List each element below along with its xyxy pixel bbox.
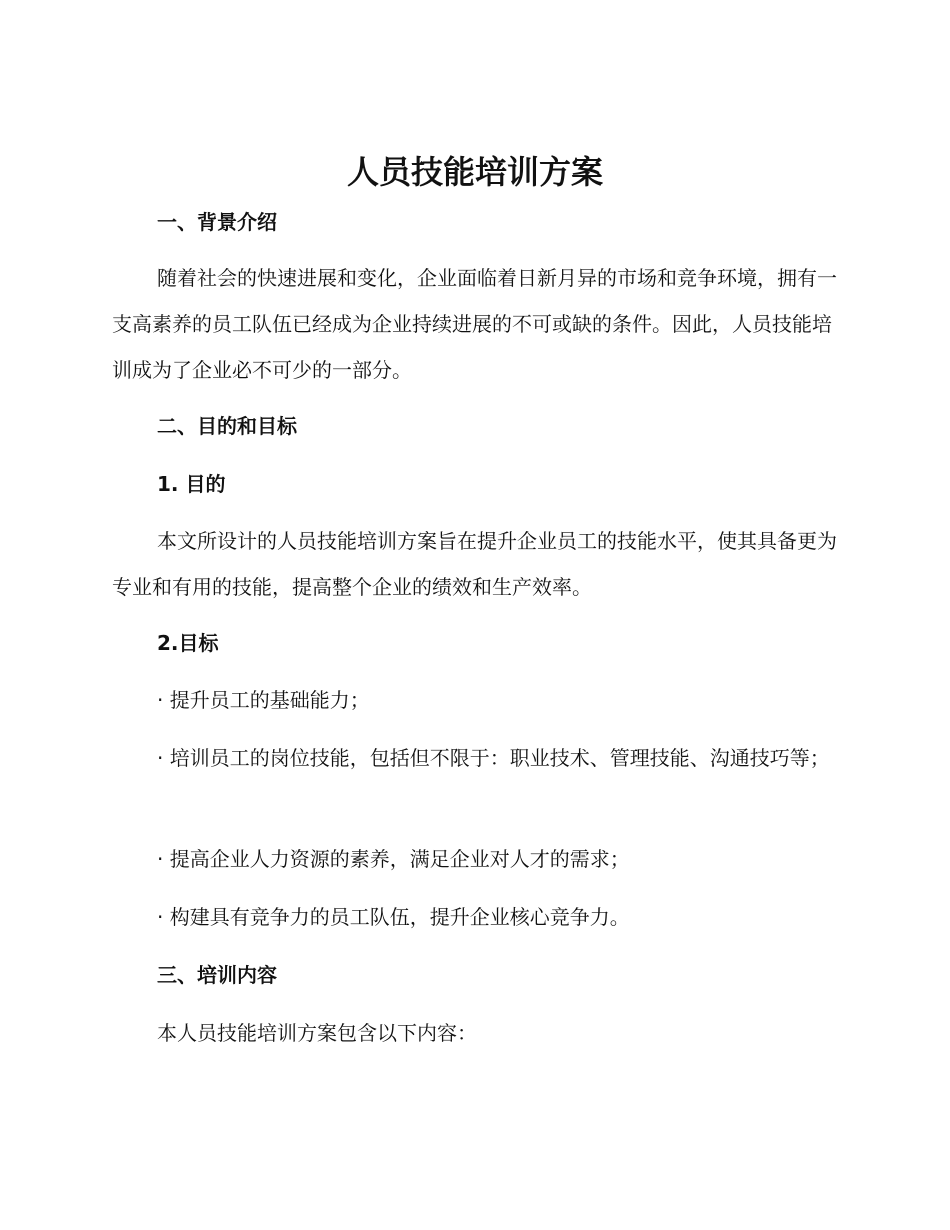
target-item: · 提升员工的基础能力； (157, 688, 370, 712)
subheading-purpose: 1. 目的 (157, 472, 226, 496)
background-paragraph: 随着社会的快速进展和变化，企业面临着日新月异的市场和竞争环境，拥有一支高素养的员工队伍已经成为企业持续进展的不可或缺的条件。因此，人员技能培训成为了企业必不可少的一部分。 (112, 266, 837, 382)
content-intro-paragraph: 本人员技能培训方案包含以下内容： (157, 1021, 477, 1045)
section-heading-background: 一、背景介绍 (157, 210, 277, 234)
target-item: · 构建具有竞争力的员工队伍，提升企业核心竞争力。 (157, 905, 630, 929)
subheading-targets: 2.目标 (157, 631, 219, 655)
document-title: 人员技能培训方案 (346, 153, 603, 191)
target-item: · 提高企业人力资源的素养，满足企业对人才的需求； (157, 847, 630, 871)
purpose-paragraph: 本文所设计的人员技能培训方案旨在提升企业员工的技能水平，使其具备更为专业和有用的技能，提高整个企业的绩效和生产效率。 (112, 529, 837, 599)
target-item: · 培训员工的岗位技能，包括但不限于：职业技术、管理技能、沟通技巧等； (157, 746, 830, 770)
section-heading-content: 三、培训内容 (157, 963, 277, 987)
section-heading-goals: 二、目的和目标 (157, 414, 297, 438)
